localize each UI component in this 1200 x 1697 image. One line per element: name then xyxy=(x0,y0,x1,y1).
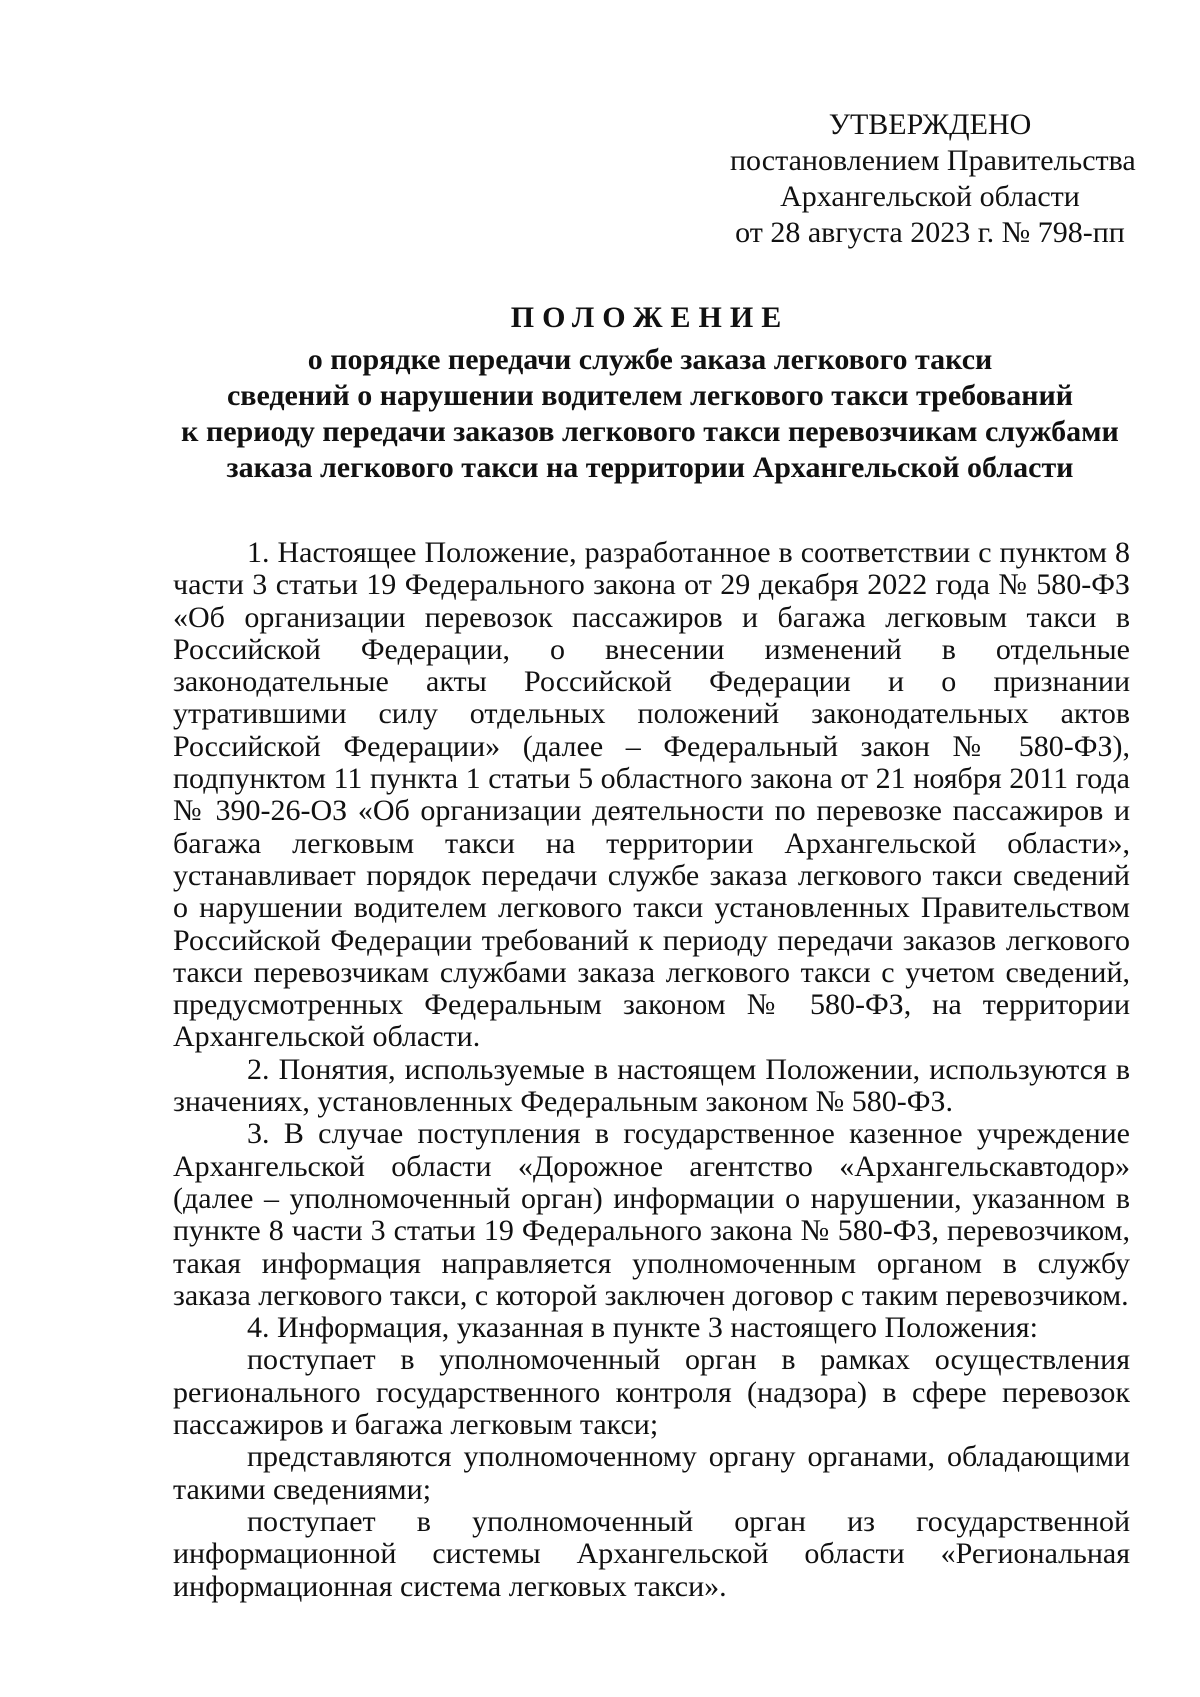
approval-line: постановлением Правительства xyxy=(730,144,1136,177)
subtitle-line: сведений о нарушении водителем легкового такси требований xyxy=(226,379,1074,412)
subtitle-line: заказа легкового такси на территории Архангельской области xyxy=(226,451,1074,484)
subtitle-line: к периоду передачи заказов легкового такси перевозчикам службами xyxy=(181,415,1119,448)
paragraph-4: 4. Информация, указанная в пункте 3 настоящего Положения: xyxy=(247,1311,1038,1345)
paragraph-4-item-1: поступает в уполномоченный орган в рамках осуществления регионального государственного контроля (надзора) в сфере перевозок пассажиров и багажа легковым такси; xyxy=(173,1343,1130,1442)
document-title-block xyxy=(150,300,1150,486)
paragraph-2: 2. Понятия, используемые в настоящем Положении, используются в значениях, установленных Федеральным законом № 580-ФЗ. xyxy=(173,1052,1130,1119)
approval-title: УТВЕРЖДЕНО xyxy=(828,108,1032,141)
paragraph-4-item-3: поступает в уполномоченный орган из государственной информационной системы Архангельской области «Региональная информационная система легковых такси». xyxy=(173,1504,1130,1603)
approval-line: Архангельской области xyxy=(780,180,1080,213)
subtitle-line: о порядке передачи службе заказа легкового такси xyxy=(307,343,993,376)
approval-stamp xyxy=(730,107,1136,251)
document-body xyxy=(173,537,1130,1603)
approval-date: от 28 августа 2023 г. № 798-пп xyxy=(735,216,1125,249)
document-title: ПОЛОЖЕНИЕ xyxy=(510,301,790,334)
paragraph-3: 3. В случае поступления в государственное казенное учреждение Архангельской области «Дорожное агентство «Архангельскавтодор» (далее – уполномоченный орган) информации о нарушении, указанном в пункте 8 части 3 статьи 19 Федерального закона № 580-ФЗ, перевозчиком, такая информация направляется уполномоченным органом в службу заказа легкового такси, с которой заключен договор с таким перевозчиком. xyxy=(173,1117,1130,1312)
paragraph-4-item-2: представляются уполномоченному органу органами, обладающими такими сведениями; xyxy=(173,1440,1130,1506)
document-subtitle xyxy=(150,342,1150,486)
paragraph-1: 1. Настоящее Положение, разработанное в соответствии с пунктом 8 части 3 статьи 19 Федерального закона от 29 декабря 2022 года № 580-ФЗ «Об организации перевозок пассажиров и багажа легковым такси в Российской Федерации, о внесении изменений в отдельные законодательные акты Российской Федерации и о признании утратившими силу отдельных положений законодательных актов Российской Федерации» (далее – Федеральный закон № 580-ФЗ), подпунктом 11 пункта 1 статьи 5 областного закона от 21 ноября 2011 года № 390-26-ОЗ «Об организации деятельности по перевозке пассажиров и багажа легковым такси на территории Архангельской области», устанавливает порядок передачи службе заказа легкового такси сведений о нарушении водителем легкового такси установленных Правительством Российской Федерации требований к периоду передачи заказов легкового такси перевозчикам службами заказа легкового такси с учетом сведений, предусмотренных Федеральным законом № 580-ФЗ, на территории Архангельской области. xyxy=(173,536,1130,1054)
